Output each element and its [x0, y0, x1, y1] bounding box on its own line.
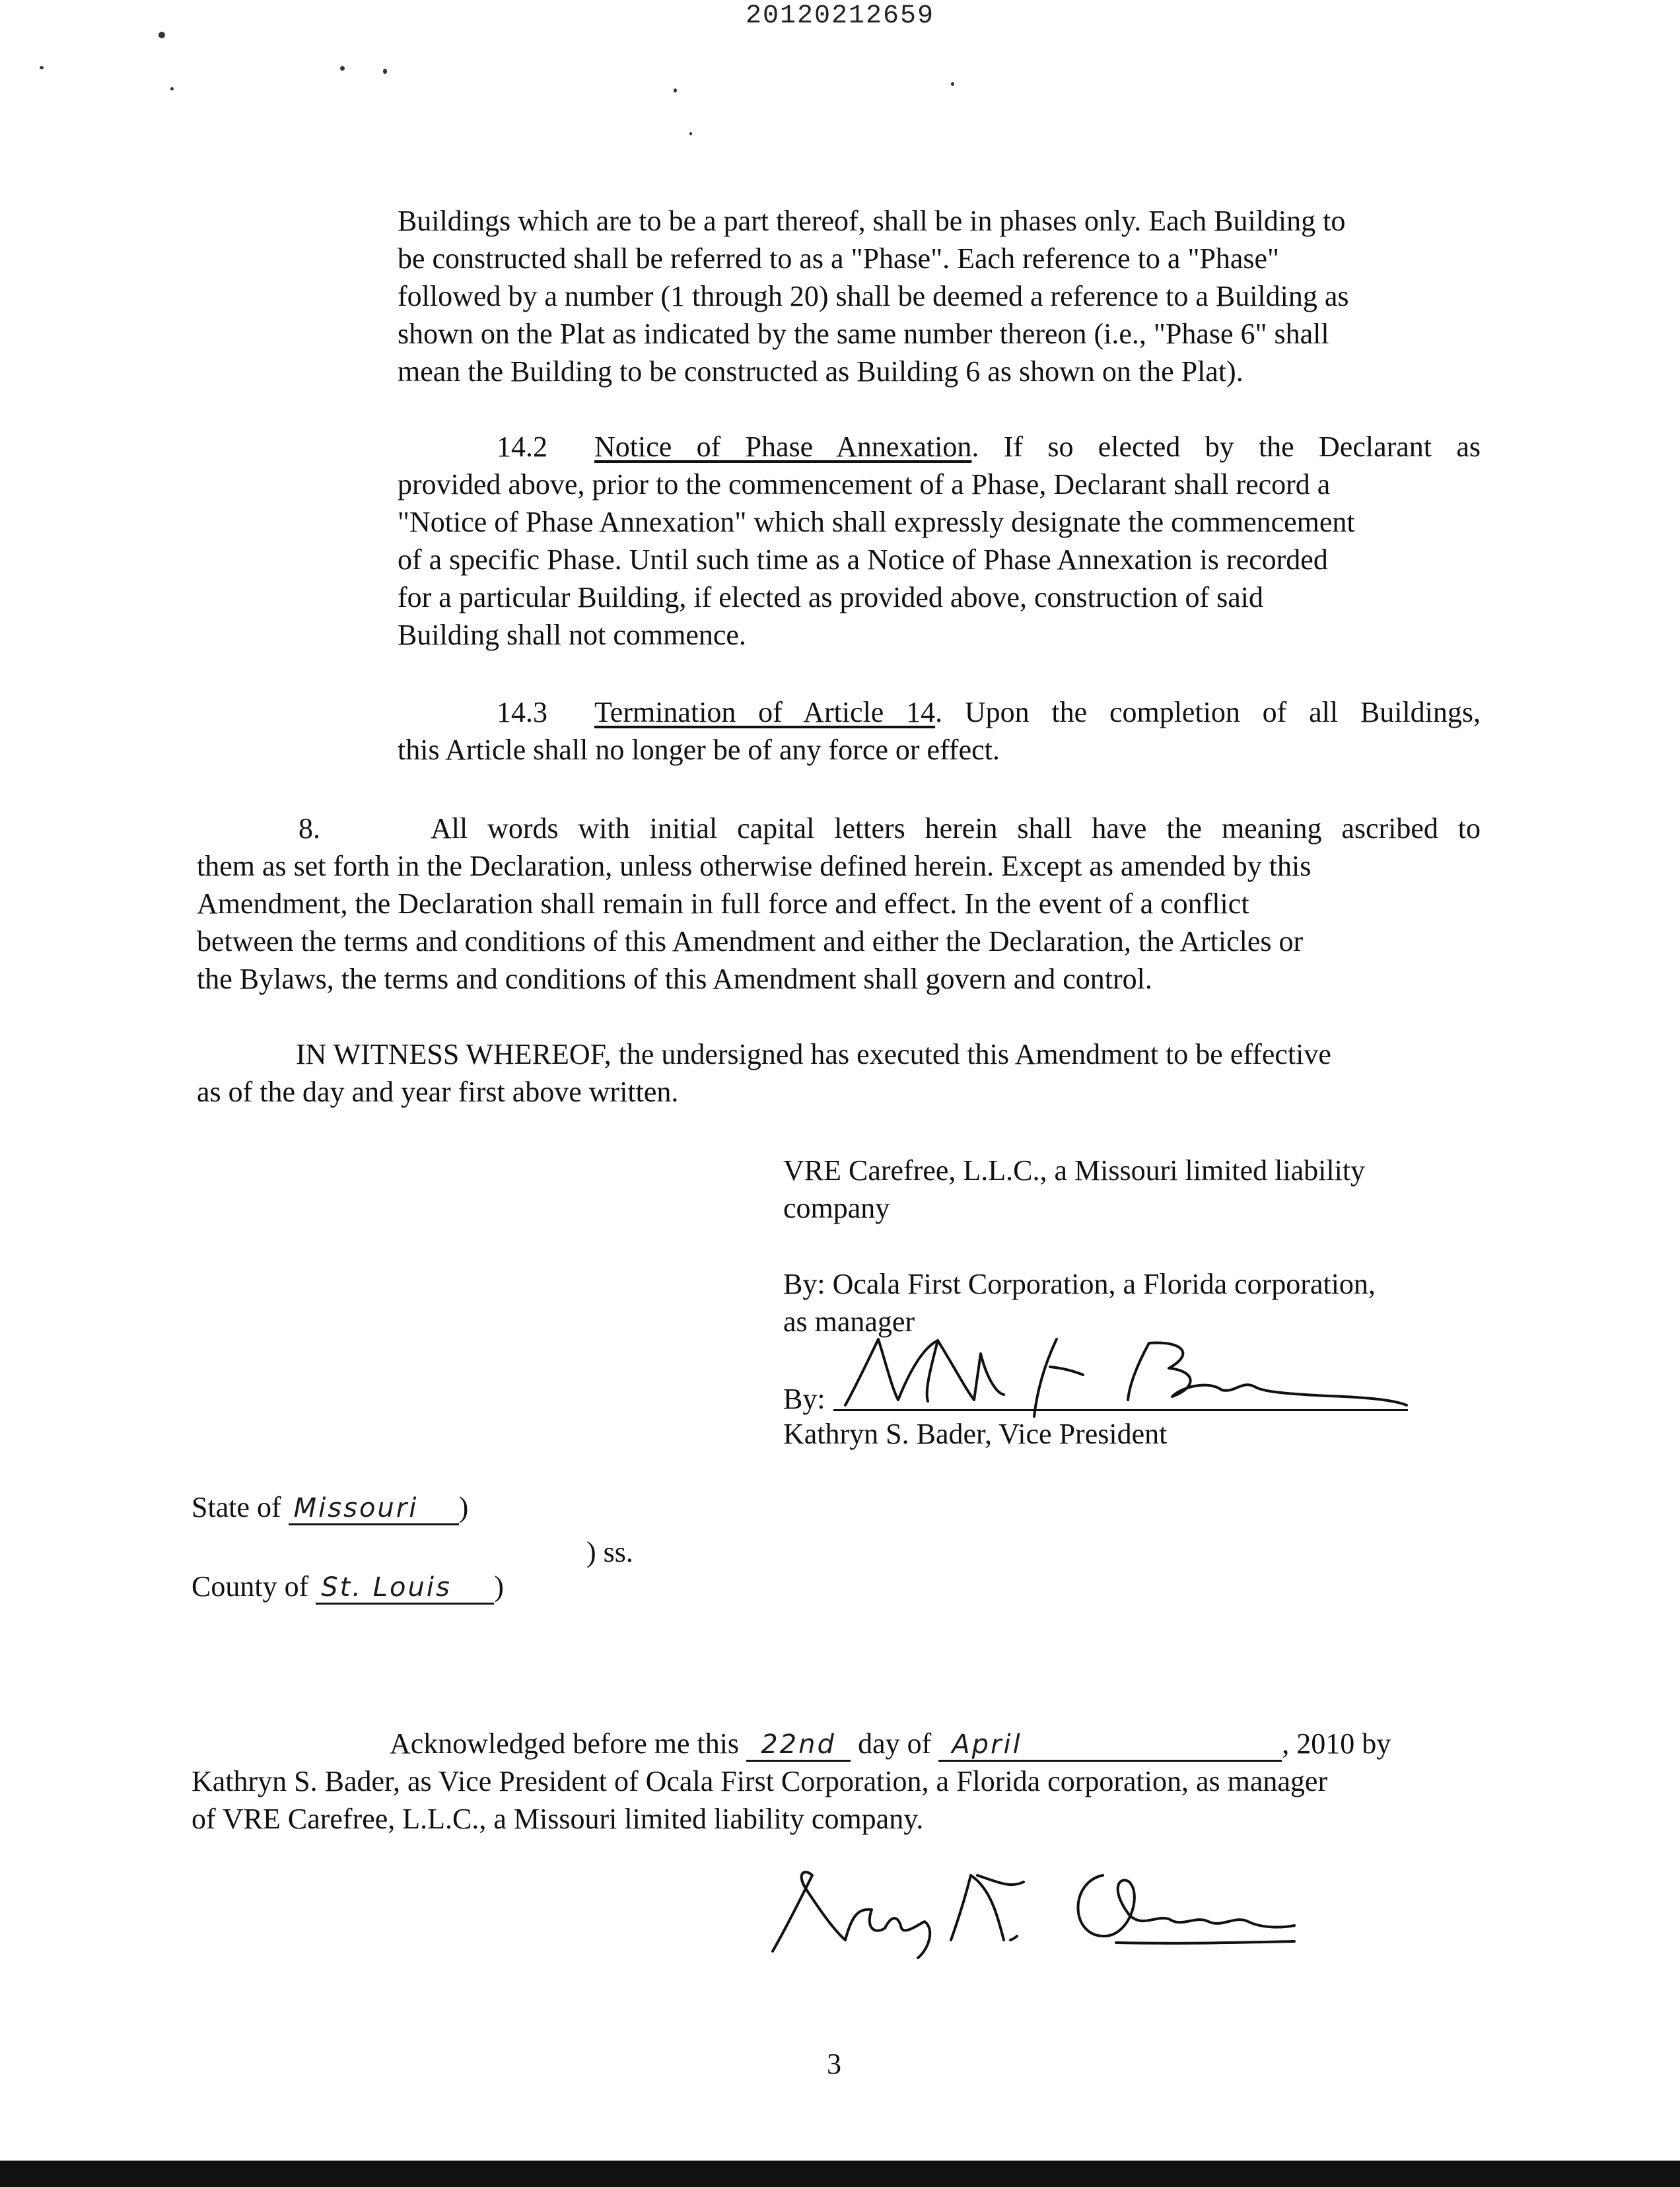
section-14-3-body: [398, 731, 1481, 769]
close-paren: ): [458, 1491, 469, 1523]
scan-speck: [951, 82, 954, 86]
text-line: "Notice of Phase Annexation" which shall expressly designate the commencement: [398, 506, 1355, 538]
state-line: [192, 1488, 468, 1526]
ack-month-value: April: [938, 1729, 1282, 1762]
text-line: the Bylaws, the terms and conditions of this Amendment shall govern and control.: [197, 963, 1152, 995]
text-line: Building shall not commence.: [398, 619, 746, 651]
section-8-body: [197, 847, 1481, 998]
acknowledgment-body: [192, 1762, 1486, 1838]
text-line: IN WITNESS WHEREOF, the undersigned has executed this Amendment to be effective: [296, 1038, 1331, 1070]
section-number: 14.2: [497, 431, 547, 463]
section-14-2-first-line: [497, 428, 1481, 466]
text-line: Kathryn S. Bader, as Vice President of Ocala First Corporation, a Florida corporation, as manager: [192, 1765, 1328, 1797]
scan-speck: [40, 66, 44, 69]
signatory-entity: [783, 1152, 1506, 1227]
page-number: 3: [827, 2048, 841, 2080]
witness-clause: [197, 1035, 1481, 1111]
scan-speck: [158, 32, 165, 38]
signer-name: Kathryn S. Bader, Vice President: [783, 1418, 1168, 1450]
recording-number: 20120212659: [745, 1, 935, 31]
text-line: Amendment, the Declaration shall remain in full force and effect. In the event of a conflict: [197, 887, 1249, 920]
by-label: By:: [783, 1383, 825, 1415]
ack-day-value: 22nd: [746, 1729, 851, 1762]
text-line: as of the day and year first above written.: [197, 1076, 679, 1108]
text-line: company: [783, 1192, 890, 1224]
section-8-first-line: [298, 810, 1481, 847]
section-number: 14.3: [497, 696, 547, 728]
text-line: By: Ocala First Corporation, a Florida corporation,: [783, 1268, 1376, 1300]
scan-speck: [689, 132, 692, 135]
text-line: followed by a number (1 through 20) shall be deemed a reference to a Building as: [398, 280, 1349, 312]
text-line: this Article shall no longer be of any force or effect.: [398, 734, 1000, 766]
section-14-3-first-line: [497, 693, 1481, 731]
text-line: for a particular Building, if elected as provided above, construction of said: [398, 581, 1264, 613]
text-line: between the terms and conditions of this Amendment and either the Declaration, the Articles or: [197, 925, 1304, 957]
state-value: Missouri: [289, 1493, 459, 1525]
acknowledgment-first-line: [390, 1725, 1473, 1762]
ack-day-of: day of: [858, 1727, 932, 1760]
signature-icon: [839, 1327, 1420, 1420]
close-paren: ): [494, 1570, 504, 1603]
section-14-2-body: [398, 466, 1481, 654]
ack-year: , 2010 by: [1282, 1727, 1391, 1760]
text-run: . Upon the completion of all Buildings,: [935, 696, 1481, 728]
scan-speck: [170, 87, 174, 90]
text-line: of VRE Carefree, L.L.C., a Missouri limited liability company.: [192, 1803, 924, 1835]
scan-speck: [383, 69, 387, 74]
notary-signature-icon: [759, 1862, 1308, 1961]
scan-speck: [674, 88, 677, 92]
text-line: VRE Carefree, L.L.C., a Missouri limited liability: [783, 1154, 1366, 1187]
ack-prefix: Acknowledged before me this: [390, 1727, 740, 1760]
text-line: Buildings which are to be a part thereof, shall be in phases only. Each Building to: [398, 205, 1346, 237]
text-run: All words with initial capital letters herein shall have the meaning ascribed to: [431, 812, 1481, 845]
text-line: shown on the Plat as indicated by the same number thereon (i.e., "Phase 6" shall: [398, 318, 1329, 350]
county-line: [192, 1568, 504, 1605]
text-line: provided above, prior to the commencement of a Phase, Declarant shall record a: [398, 468, 1331, 501]
text-line: mean the Building to be constructed as Building 6 as shown on the Plat).: [398, 355, 1243, 388]
county-label: County of: [192, 1570, 309, 1603]
section-number: 8.: [298, 812, 320, 845]
state-label: State of: [192, 1491, 281, 1523]
text-run: . If so elected by the Declarant as: [971, 431, 1481, 463]
section-title: Termination of Article 14: [594, 696, 936, 728]
scan-speck: [340, 66, 345, 71]
text-line: be constructed shall be referred to as a "Phase". Each reference to a "Phase": [398, 242, 1280, 275]
text-line: them as set forth in the Declaration, unless otherwise defined herein. Except as amended by this: [197, 850, 1312, 882]
section-14-1-continuation: [398, 202, 1481, 390]
county-value: St. Louis: [316, 1572, 494, 1605]
scan-edge-border: [0, 2161, 1680, 2187]
text-line: of a specific Phase. Until such time as a Notice of Phase Annexation is recorded: [398, 543, 1328, 576]
ss-notation: ) ss.: [586, 1536, 633, 1568]
text-line: as manager: [783, 1305, 915, 1338]
section-title: Notice of Phase Annexation: [594, 431, 972, 463]
